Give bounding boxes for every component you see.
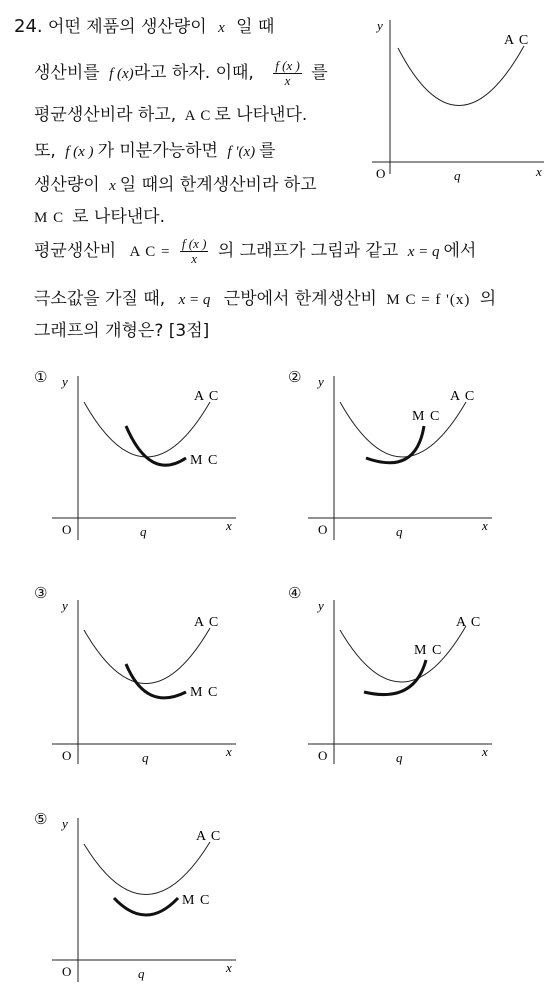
ac-curve: [84, 842, 210, 895]
var-fx2: f (x ): [65, 144, 94, 160]
text-body1-pre: 평균생산비: [34, 241, 117, 261]
mc-curve-label: M C: [190, 453, 219, 468]
choice-4-marker[interactable]: ④: [288, 584, 302, 602]
question-line-8: [34, 284, 496, 309]
choice-3-graph[interactable]: [50, 596, 240, 768]
origin-label: O: [318, 748, 328, 763]
x-axis-label: x: [226, 960, 232, 975]
x-axis-label: x: [226, 518, 232, 533]
text-marg-post: 일 때의 한계생산비라 하고: [119, 175, 317, 195]
text-marg-pre: 생산량이: [34, 175, 100, 195]
choice-5-marker[interactable]: ⑤: [34, 810, 48, 828]
origin-label: O: [376, 166, 386, 181]
text-body2-post: 의: [479, 289, 497, 309]
ac-curve: [340, 626, 466, 682]
eq-mc: M C = f '(x): [386, 292, 471, 308]
mc-curve-label: M C: [190, 685, 219, 700]
question-line-5: [34, 170, 317, 195]
ac-curve-label: A C: [196, 829, 222, 844]
ac-curve-label: A C: [194, 389, 220, 404]
y-axis-label: y: [318, 374, 324, 389]
question-line-1: [14, 12, 274, 37]
ac-curve: [84, 402, 210, 457]
text-cost-pre: 생산비를: [34, 63, 100, 83]
y-axis-label: y: [62, 374, 68, 389]
q-label: q: [396, 524, 403, 539]
ac-curve-label: A C: [450, 389, 476, 404]
var-x: x: [218, 20, 225, 36]
x-axis-label: x: [226, 744, 232, 759]
text-reul: 를: [311, 63, 328, 83]
text-body3: 그래프의 개형은? [3점]: [34, 321, 210, 341]
y-axis-label: y: [377, 18, 383, 33]
frac-body1-num: f (x ): [181, 235, 207, 251]
text-body1-mid: 의 그래프가 그림과 같고: [217, 241, 399, 261]
question-line-3: [34, 100, 307, 125]
origin-label: O: [62, 964, 72, 979]
choice-1-graph[interactable]: [50, 372, 240, 544]
label-ac: A C: [184, 108, 212, 124]
y-axis-label: y: [318, 598, 324, 613]
mc-curve: [366, 426, 424, 463]
text-when: 일 때: [236, 17, 275, 37]
mc-curve: [114, 898, 178, 915]
frac-num: f (x ): [275, 57, 300, 73]
question-line-6: [34, 202, 165, 227]
question-line-2: [34, 58, 328, 88]
question-number: 24.: [14, 16, 43, 37]
question-line-4: [34, 136, 276, 161]
fraction-fx-over-x: [273, 59, 302, 88]
q-label: q: [138, 966, 145, 981]
text-body1-post: 에서: [443, 241, 477, 261]
eq-xq2: x = q: [178, 292, 211, 308]
text-diff: 가 미분가능하면: [97, 141, 218, 161]
mc-curve: [364, 660, 426, 695]
x-axis-label: x: [536, 164, 542, 179]
main-graph: [368, 14, 548, 186]
mc-curve-label: M C: [412, 409, 441, 424]
text-cost-post: 라고 하자. 이때,: [133, 63, 254, 83]
text-reul2: 를: [259, 141, 276, 161]
mc-curve-label: M C: [414, 643, 443, 658]
fraction-body1: [180, 237, 209, 266]
q-label: q: [142, 750, 149, 765]
var-fx: f (x): [109, 66, 134, 82]
choice-3-marker[interactable]: ③: [34, 584, 48, 602]
eq-ac: A C =: [129, 244, 171, 260]
text-mc-post: 로 나타낸다.: [72, 207, 166, 227]
label-mc: M C: [34, 210, 65, 226]
origin-label: O: [62, 748, 72, 763]
y-axis-label: y: [62, 816, 68, 831]
ac-curve: [84, 628, 210, 684]
text-body2-mid: 근방에서 한계생산비: [223, 289, 377, 309]
frac-den: x: [284, 72, 291, 88]
choice-1-marker[interactable]: ①: [34, 368, 48, 386]
mc-curve-label: M C: [182, 893, 211, 908]
text-intro: 어떤 제품의 생산량이: [48, 17, 207, 37]
choice-5-graph[interactable]: [50, 814, 240, 986]
choice-2-graph[interactable]: [306, 372, 496, 544]
ac-curve: [398, 46, 524, 106]
origin-label: O: [318, 522, 328, 537]
question-line-9: [34, 316, 209, 341]
ac-curve-label: A C: [456, 615, 482, 630]
var-x2: x: [109, 178, 116, 194]
q-label: q: [454, 168, 461, 183]
eq-xq: x = q: [407, 244, 440, 260]
text-also: 또,: [34, 141, 56, 161]
mc-curve: [126, 664, 186, 698]
text-avg-pre: 평균생산비라 하고,: [34, 105, 177, 125]
y-axis-label: y: [62, 598, 68, 613]
ac-curve: [340, 402, 466, 457]
ac-curve-label: A C: [504, 33, 530, 48]
frac-body1-den: x: [191, 250, 198, 266]
text-body2-pre: 극소값을 가질 때,: [34, 289, 166, 309]
q-label: q: [140, 524, 147, 539]
mc-curve: [126, 426, 186, 465]
question-line-7: [34, 236, 476, 266]
q-label: q: [396, 750, 403, 765]
origin-label: O: [62, 522, 72, 537]
text-avg-post: 로 나타낸다.: [214, 105, 308, 125]
x-axis-label: x: [482, 744, 488, 759]
x-axis-label: x: [482, 518, 488, 533]
var-fpx: f '(x): [227, 144, 256, 160]
choice-4-graph[interactable]: [306, 596, 496, 768]
choice-2-marker[interactable]: ②: [288, 368, 302, 386]
ac-curve-label: A C: [194, 615, 220, 630]
